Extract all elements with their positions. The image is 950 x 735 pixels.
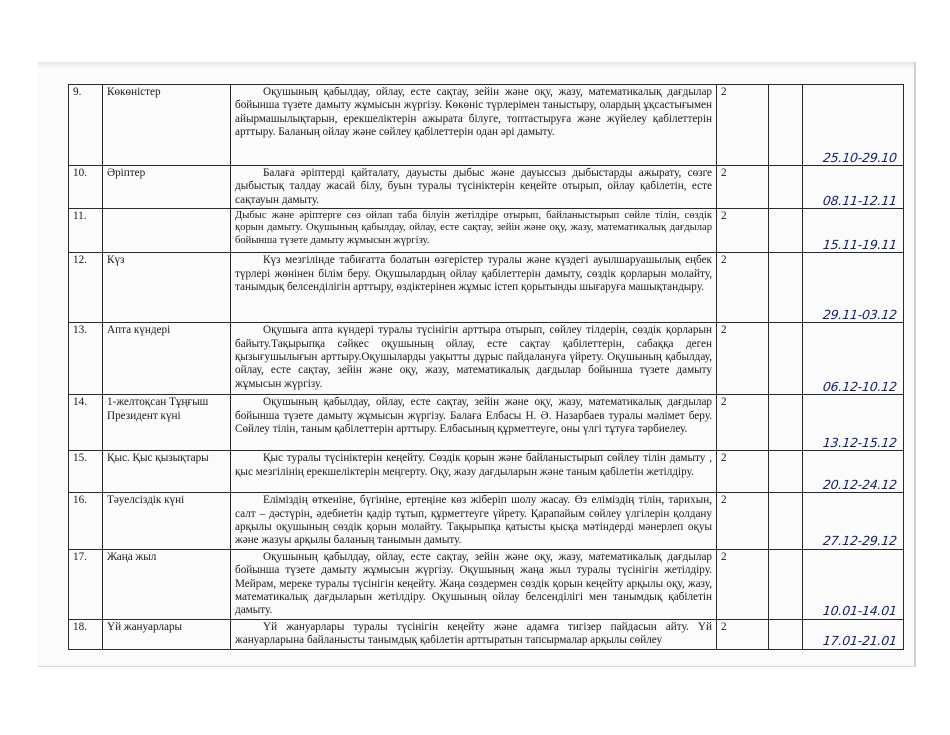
row-hours: 2 <box>717 323 769 395</box>
table-row <box>69 253 904 323</box>
row-description: Балаға әріптерді қайталату, дауысты дыбыс және дауыссыз дыбыстарды ажырату, сөзге дыбыстық талдау жасай білу, буын туралы түсініктерін кеңейте отырып, ойлау қабілетін, есте сақтауын дамыту. <box>231 166 717 209</box>
handwritten-date: 08.11-12.11 <box>822 192 898 208</box>
table-row <box>69 619 904 649</box>
row-empty-cell <box>769 619 803 649</box>
row-topic: 1-желтоқсан Тұңғыш Президент күні <box>103 395 231 451</box>
row-hours: 2 <box>717 493 769 550</box>
handwritten-date: 10.01-14.01 <box>822 603 898 619</box>
row-description: Күз мезгілінде табиғатта болатын өзгерістер туралы және күздегі ауылшаруашылық еңбек түрлері жөнінен білім беру. Оқушылардың ойлау қабілеттерін дамыту, сөздік қорларын молайту, танымдық белсенділігін арттыру, өздіктерінен жұмыс істеп қорытынды шығаруға машықтандыру. <box>231 253 717 323</box>
handwritten-date: 25.10-29.10 <box>822 149 898 165</box>
row-date-cell <box>803 395 904 451</box>
row-date-cell <box>803 253 904 323</box>
handwritten-date: 15.11-19.11 <box>822 236 898 252</box>
row-topic <box>103 209 231 253</box>
row-topic: Қыс. Қыс қызықтары <box>103 451 231 493</box>
table-row <box>69 209 904 253</box>
row-empty-cell <box>769 323 803 395</box>
row-hours: 2 <box>717 85 769 166</box>
row-hours: 2 <box>717 451 769 493</box>
table-row <box>69 395 904 451</box>
row-description: Қыс туралы түсініктерін кеңейту. Сөздік қорын және байланыстырып сөйлеу тілін дамыту , қыс мезгілінің ерекшеліктерін меңгерту. Оқу, жазу дағдыларын және таным қабілетін жетілдіру. <box>231 451 717 493</box>
row-hours: 2 <box>717 166 769 209</box>
row-topic: Апта күндері <box>103 323 231 395</box>
table-row <box>69 493 904 550</box>
row-number: 10. <box>69 166 103 209</box>
row-empty-cell <box>769 451 803 493</box>
table-row <box>69 166 904 209</box>
row-date-cell <box>803 619 904 649</box>
row-date-cell <box>803 166 904 209</box>
handwritten-date: 06.12-10.12 <box>822 378 898 394</box>
row-empty-cell <box>769 209 803 253</box>
row-topic: Көкөністер <box>103 85 231 166</box>
row-number: 13. <box>69 323 103 395</box>
row-empty-cell <box>769 85 803 166</box>
row-topic: Жаңа жыл <box>103 549 231 619</box>
row-date-cell <box>803 493 904 550</box>
table-row <box>69 85 904 166</box>
row-date-cell <box>803 451 904 493</box>
row-hours: 2 <box>717 253 769 323</box>
handwritten-date: 29.11-03.12 <box>822 306 898 322</box>
row-number: 12. <box>69 253 103 323</box>
row-hours: 2 <box>717 619 769 649</box>
handwritten-date: 13.12-15.12 <box>822 434 898 450</box>
row-description: Оқушының қабылдау, ойлау, есте сақтау, зейін және оқу, жазу, математикалық дағдылар бойынша түзете дамыту жұмысын жүргізу. Оқушының жаңа жыл туралы түсінігін жетілдіру. Мейрам, мереке туралы түсінігін кеңейту. Жаңа сөздермен сөздік қорын кеңейту арқылы оқу, жазу, математикалық дағдыларын жетілдіру. Оқушының ойлау белсенділігі мен танымдық қабілетін дамыту. <box>231 549 717 619</box>
handwritten-date: 27.12-29.12 <box>822 533 898 549</box>
row-hours: 2 <box>717 209 769 253</box>
lesson-plan-table <box>68 84 904 650</box>
row-topic: Үй жануарлары <box>103 619 231 649</box>
row-hours: 2 <box>717 549 769 619</box>
row-number: 15. <box>69 451 103 493</box>
row-number: 17. <box>69 549 103 619</box>
row-description: Оқушыға апта күндері туралы түсінігін арттыра отырып, сөйлеу тілдерін, сөздік қорларын байыту.Тақырыпқа сәйкес оқушының ойлау, есте сақтау қабілеттерін, сабаққа деген қызығушылығын арттыру.Оқушыларды уақытты дұрыс пайдалануға үйрету. Оқушының қабылдау, ойлау, есте сақтау, зейін және оқу, жазу, математикалық дағдылар бойынша түзете дамыту жұмысын жүргізу. <box>231 323 717 395</box>
row-number: 9. <box>69 85 103 166</box>
row-empty-cell <box>769 549 803 619</box>
handwritten-date: 20.12-24.12 <box>822 476 898 492</box>
table-row <box>69 451 904 493</box>
row-empty-cell <box>769 166 803 209</box>
row-date-cell <box>803 85 904 166</box>
row-number: 16. <box>69 493 103 550</box>
row-empty-cell <box>769 493 803 550</box>
row-date-cell <box>803 323 904 395</box>
row-empty-cell <box>769 253 803 323</box>
row-number: 11. <box>69 209 103 253</box>
page-edge-shadow <box>38 62 914 68</box>
handwritten-date: 17.01-21.01 <box>822 633 898 649</box>
row-description: Үй жануарлары туралы түсінігін кеңейту және адамға тигізер пайдасын айту. Үй жануарларына байланысты танымдық қабілетін арттыратын тапсырмалар арқылы сөйлеу <box>231 619 717 649</box>
row-date-cell <box>803 549 904 619</box>
row-date-cell <box>803 209 904 253</box>
row-topic: Күз <box>103 253 231 323</box>
row-topic: Тәуелсіздік күні <box>103 493 231 550</box>
row-description: Еліміздің өткеніне, бүгініне, ертеңіне көз жіберіп шолу жасау. Өз еліміздің тілін, тарихын, салт – дәстүрін, әдебиетін қадір тұтып, құрметтеуге үйрету. Қарапайым сөйлеу үлгілерін қолдану арқылы оқушының сөздік қорын молайту. Тақырыпқа қатысты қысқа мәтіндерді мәнерлеп оқуы және жазуы арқылы баланың танымын дамыту. <box>231 493 717 550</box>
table-row <box>69 549 904 619</box>
row-description: Оқушының қабылдау, ойлау, есте сақтау, зейін және оқу, жазу, математикалық дағдылар бойынша түзете дамыту жұмысын жүргізу. Балаға Елбасы Н. Ә. Назарбаев туралы мәлімет беру. Сөйлеу тілін, таным қабілеттерін арттыру. Елбасының құрметтеуге, оны үлгі тұтуға тәрбиелеу. <box>231 395 717 451</box>
row-hours: 2 <box>717 395 769 451</box>
row-number: 18. <box>69 619 103 649</box>
row-topic: Әріптер <box>103 166 231 209</box>
row-description: Оқушының қабылдау, ойлау, есте сақтау, зейін және оқу, жазу, математикалық дағдылар бойынша түзете дамыту жұмысын жүргізу. Көкөніс түрлерімен таныстыру, олардың ұқсастығымен айырмашылықтарын, ерекшеліктерін ажырата білуге, топтастыруға және жүйелеу қабілеттерін арттыру. Баланың ойлау және сөйлеу қабілеттерін одан әрі дамыту. <box>231 85 717 166</box>
row-empty-cell <box>769 395 803 451</box>
row-number: 14. <box>69 395 103 451</box>
table-row <box>69 323 904 395</box>
row-description: Дыбыс және әріптерге сөз ойлап таба білуін жетілдіре отырып, байланыстырып сөйле тілін, сөздік қорын дамыту. Оқушының қабылдау, ойлау, есте сақтау, зейін және оқу, жазу, математикалық дағдылар бойынша түзете дамыту жұмысын жүргізу. <box>231 209 717 253</box>
